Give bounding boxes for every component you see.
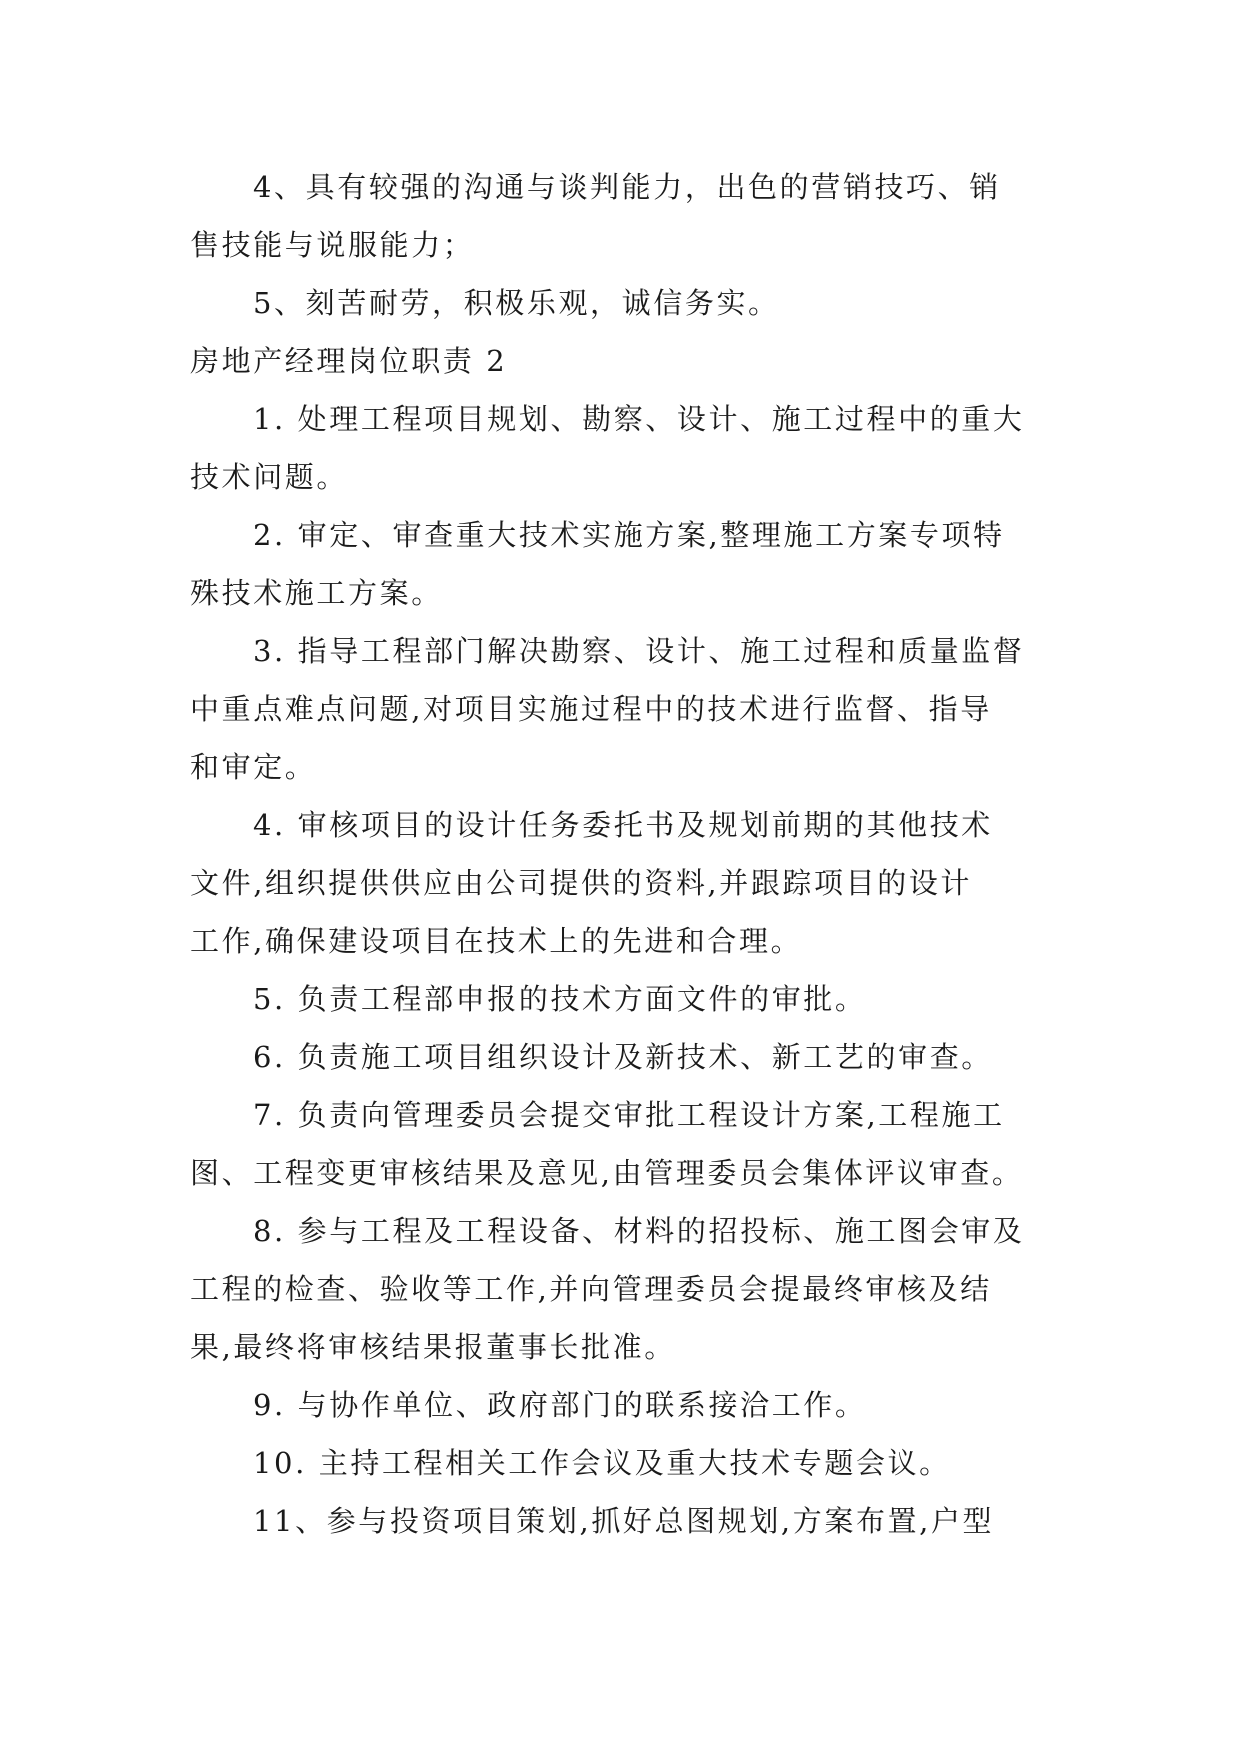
text-line-14: 工作,确保建设项目在技术上的先进和合理。: [190, 924, 803, 958]
text-line-16: 6. 负责施工项目组织设计及新技术、新工艺的审查。: [253, 1040, 993, 1074]
text-line-3: 5、刻苦耐劳，积极乐观，诚信务实。: [253, 286, 780, 320]
text-line-18: 图、工程变更审核结果及意见,由管理委员会集体评议审查。: [190, 1156, 1024, 1190]
text-line-21: 果,最终将审核结果报董事长批准。: [190, 1330, 676, 1364]
text-line-13: 文件,组织提供供应由公司提供的资料,并跟踪项目的设计: [190, 866, 973, 900]
text-line-11: 和审定。: [190, 750, 317, 784]
text-line-22: 9. 与协作单位、政府部门的联系接洽工作。: [253, 1388, 867, 1422]
text-line-17: 7. 负责向管理委员会提交审批工程设计方案,工程施工: [253, 1098, 1005, 1132]
text-line-19: 8. 参与工程及工程设备、材料的招投标、施工图会审及: [253, 1214, 1025, 1248]
text-line-10: 中重点难点问题,对项目实施过程中的技术进行监督、指导: [190, 692, 992, 726]
text-line-12: 4. 审核项目的设计任务委托书及规划前期的其他技术: [253, 808, 993, 842]
text-line-24: 11、参与投资项目策划,抓好总图规划,方案布置,户型: [253, 1504, 995, 1538]
text-line-23: 10. 主持工程相关工作会议及重大技术专题会议。: [253, 1446, 951, 1480]
text-line-9: 3. 指导工程部门解决勘察、设计、施工过程和质量监督: [253, 634, 1025, 668]
text-line-20: 工程的检查、验收等工作,并向管理委员会提最终审核及结: [190, 1272, 992, 1306]
text-line-5: 1. 处理工程项目规划、勘察、设计、施工过程中的重大: [253, 402, 1025, 436]
section-heading: 房地产经理岗位职责 2: [190, 344, 508, 378]
text-line-15: 5. 负责工程部申报的技术方面文件的审批。: [253, 982, 867, 1016]
text-line-1: 4、具有较强的沟通与谈判能力，出色的营销技巧、销: [253, 170, 1001, 204]
text-line-2: 售技能与说服能力；: [190, 228, 475, 262]
text-line-8: 殊技术施工方案。: [190, 576, 443, 610]
text-line-6: 技术问题。: [190, 460, 349, 494]
text-line-7: 2. 审定、审查重大技术实施方案,整理施工方案专项特: [253, 518, 1005, 552]
